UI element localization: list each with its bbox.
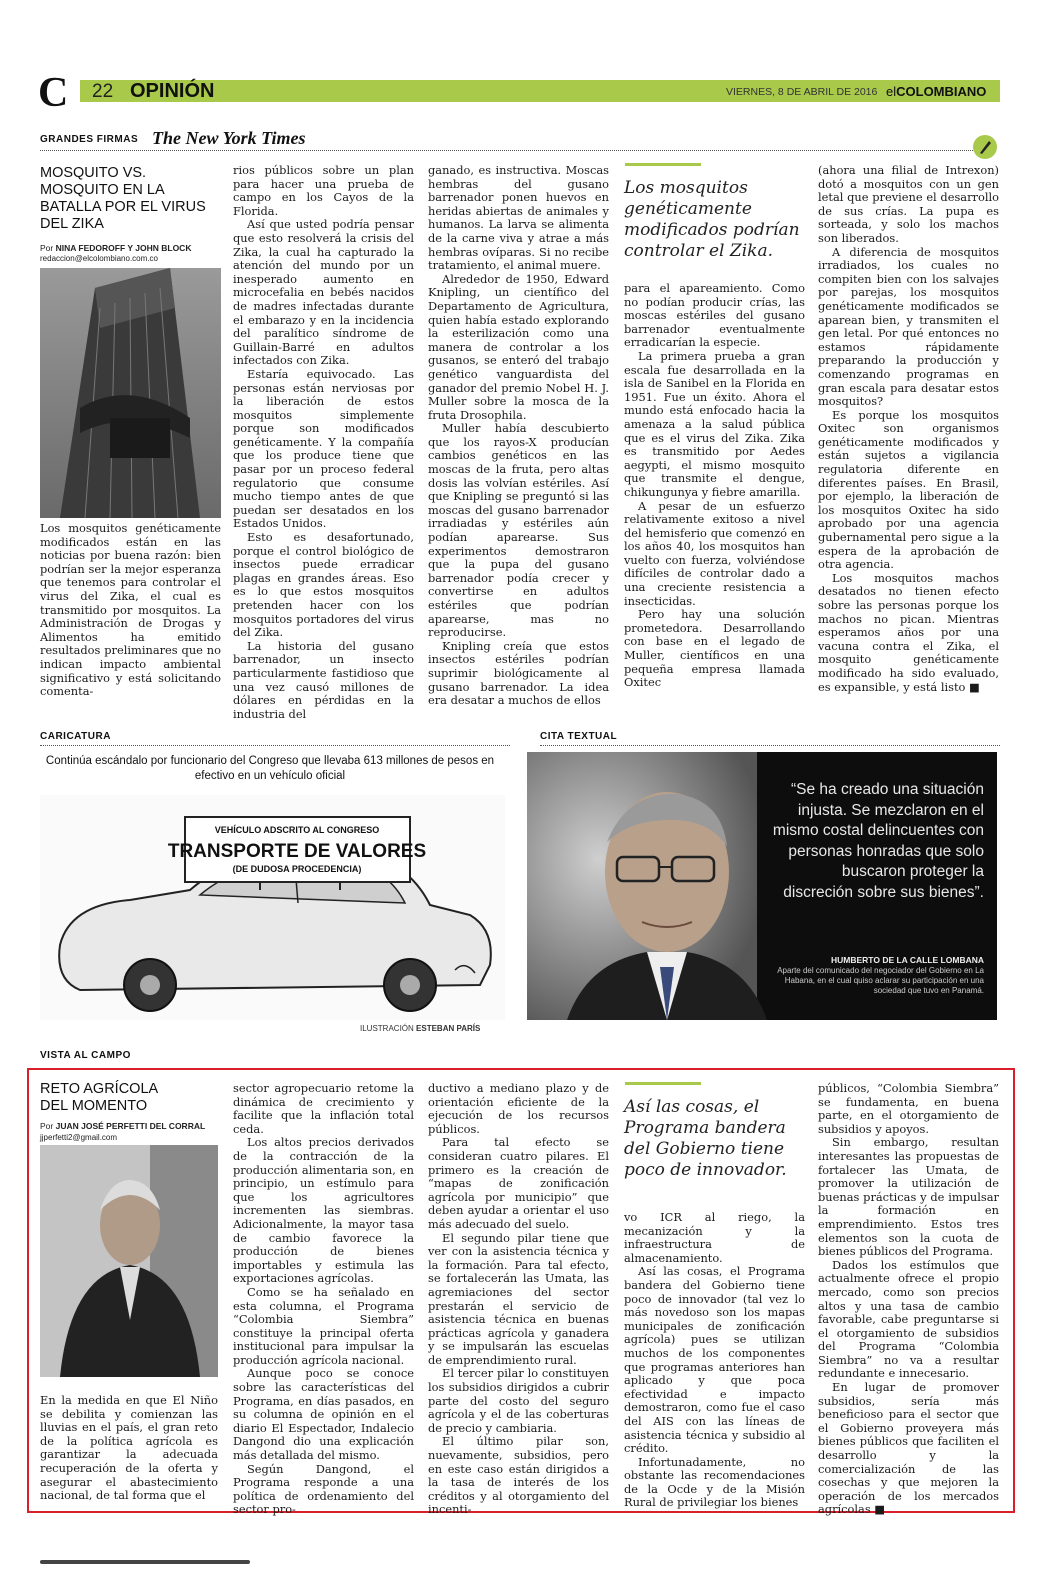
paragraph: Es porque los mosquitos Oxitec son organismos genéticamente modificados y están sujetos a vigilancia regulatoria diferente en diferentes países. En Brasil, por ejemplo, la liberación de los mosquitos Oxitec ha sido aprobado por una agencia gubernamental pero sigue a la espera de la aprobación de otra agencia. — [818, 407, 999, 572]
cartoon-illustration — [40, 795, 505, 1020]
partner-logo-nyt: The New York Times — [152, 128, 306, 148]
headline-line: MOSQUITO VS. — [40, 165, 147, 181]
pullquote-accent — [625, 1082, 701, 1085]
sign-main-text: TRANSPORTE DE VALORES — [167, 841, 427, 862]
section-divider — [40, 150, 975, 151]
paragraph: Los mosquitos genéticamente modificados están en las noticias por buena razón: bien podrían ser la mejor esperanza que tenemos para controlar el virus del Zika, el cual es transmitido por mosquitos. La Administración de Drogas y Alimentos ha emitido resultados preliminares que no indican impacto ambiental significativo y está solicitando comenta- — [40, 521, 221, 699]
quote-author: HUMBERTO DE LA CALLE LOMBANA — [831, 955, 984, 965]
headline-line: BATALLA POR EL VIRUS — [40, 199, 206, 215]
newspaper-logo-icon: C — [38, 70, 69, 116]
pen-icon — [972, 134, 998, 160]
headline-line: RETO AGRÍCOLA — [40, 1081, 159, 1097]
pullquote-accent — [625, 163, 701, 166]
page-bottom-mark — [40, 1560, 250, 1564]
paragraph: El tercer pilar lo constituyen los subsidios dirigidos a cubrir parte del costo del seguro agrícola y el de las coberturas de precio y cambiaria. — [428, 1366, 609, 1435]
article-column-2 — [233, 1082, 414, 1517]
byline-prefix: Por — [40, 1121, 54, 1131]
paragraph: La primera prueba a gran escala fue desarrollada en la isla de Sanibel en la Florida en 1951. Fue un éxito. Ahora el mundo está enfocado hacia la amenaza a la salud pública que es el virus del Zika. Zika es transmitido por Aedes aegypti, el mismo mosquito que transmite el dengue, chikungunya y fiebre amarilla. — [624, 348, 805, 499]
paragraph: Dados los estímulos que actualmente ofrece el propio mercado, como son precios altos y una tasa de cambio favorable, cabe preguntarse si el otorgamiento de subsidios del Programa “Colombia Siembra” no va a resultar redundante e innecesario. — [818, 1257, 999, 1381]
paragraph: Aunque poco se conoce sobre las características del Programa, en días pasados, en su columna de opinión en el diario El Espectador, Indalecio Dangond dio una explicación más detallada del mismo. — [233, 1366, 414, 1463]
column-label-grandes-firmas: GRANDES FIRMAS — [40, 134, 139, 145]
paragraph: Pero hay una solución prometedora. Desarrollando con base en el legado de Muller, científicos en una pequeña empresa llamada Oxitec — [624, 607, 805, 690]
paragraph: Estaría equivocado. Las personas están nerviosas por la liberación de estos mosquitos simplemente porque son modificados genéticamente. Y la compañía que los produce tiene que pasar por un proceso federal regulatorio que consume mucho tiempo antes de que puedan ser desatados en los Estados Unidos. — [233, 366, 414, 531]
byline-authors: NINA FEDOROFF Y JOHN BLOCK — [55, 243, 192, 253]
paragraph: El segundo pilar tiene que ver con la asistencia técnica y la formación. Para tal efecto, se fortalecerán las Umata, las agremiaciones del sector prestarán el servicio de asistencia técnica en buenas prácticas agrícola y ganadera y se impulsarán las escuelas de emprendimiento rural. — [428, 1230, 609, 1367]
paragraph: sector agropecuario retome la dinámica de crecimiento y facilite que la inflación total ceda. — [233, 1081, 414, 1136]
brand-name — [886, 84, 986, 99]
paragraph: Knipling creía que estos insectos estériles podrían suprimir biológicamente al gusano barrenador. La idea era desatar a muchos de ellos — [428, 638, 609, 708]
article-column-2 — [233, 164, 414, 721]
column-label-vista-al-campo: VISTA AL CAMPO — [40, 1050, 131, 1061]
paragraph: El último pilar son, nuevamente, subsidios, pero en este caso están dirigidos a la tasa de interés de los créditos y al otorgamiento del incenti- — [428, 1434, 609, 1517]
paragraph: (ahora una filial de Intrexon) dotó a mosquitos con un gen letal que previene el desarrollo de sus crías. La pupa es sorteada, y solo los machos son liberados. — [818, 163, 999, 245]
brand-prefix: el — [886, 84, 897, 99]
byline-author: JUAN JOSÉ PERFETTI DEL CORRAL — [55, 1121, 206, 1131]
paragraph: Según Dangond, el Programa responde a una política de ordenamiento del sector pro- — [233, 1461, 414, 1517]
section-divider — [540, 745, 1000, 746]
paragraph: públicos, “Colombia Siembra” se fundamenta, en buena parte, en el otorgamiento de subsidios y apoyos. — [818, 1081, 999, 1136]
paragraph: Los mosquitos machos desatados no tienen efecto sobre las personas porque los machos no pican. Mientras esperamos años por una vacuna contra el Zika, el mosquito genéticamente modificado ha sido evaluado, es expansible, y está listo ■ — [818, 570, 999, 694]
article-column-5 — [818, 164, 999, 694]
paragraph: para el apareamiento. Como no podían producir crías, las moscas estériles del gusano barrenador eventualmente erradicarían la especie. — [624, 281, 805, 350]
article-headline — [40, 1081, 220, 1115]
paragraph: Esto es desafortunado, porque el control biológico de insectos puede erradicar plagas en grandes áreas. Eso es lo que estos mosquitos pretenden hacer con los mosquitos portadores del virus del Zika. — [233, 530, 414, 640]
column-label-cita-textual: CITA TEXTUAL — [540, 731, 618, 742]
article-column-3 — [428, 1082, 609, 1517]
pull-quote: Así las cosas, el Programa bandera del Gobierno tiene poco de innovador. — [624, 1097, 787, 1180]
paragraph: Así que usted podría pensar que esto resolverá la crisis del Zika, la cual ha capturado la atención del mundo por un inesperado aumento en microcefalia en bebés nacidos de madres infectadas durante el embarazo y en la incidencia del paralítico síndrome de Guillain-Barré en adultos infectados con Zika. — [233, 217, 414, 368]
paragraph: A diferencia de mosquitos irradiados, los cuales no compiten bien con los salvajes por parejas, los mosquitos genéticamente modificados se aparean bien, y transmiten el gen letal. Por qué entonces no estamos rápidamente preparando la producción y comenzando programas en gran escala para desatar estos mosquitos? — [818, 244, 999, 409]
headline-line: MOSQUITO EN LA — [40, 182, 165, 198]
paragraph: ganado, es instructiva. Moscas hembras del gusano barrenador ponen huevos en heridas abiertas de animales y humanos. La larva se alimenta de la carne viva y atrae a más hembras ovíparas. Si no recibe tratamiento, el animal muere. — [428, 163, 609, 273]
byline-email: jjperfetti2@gmail.com — [40, 1133, 118, 1142]
paragraph: Para tal efecto se consideran cuatro pilares. El primero es la creación de “mapas de zonificación agrícola por municipio” que deben ayudar a orientar el uso más adecuado del suelo. — [428, 1135, 609, 1231]
article-column-1 — [40, 1394, 218, 1503]
paragraph: Infortunadamente, no obstante las recomendaciones de la Ocde y de la Misión Rural de privilegiar los bienes — [624, 1454, 805, 1510]
paragraph: En lugar de promover subsidios, sería más beneficioso para el sector que el Gobierno proveyera más bienes públicos que faciliten el desarrollo y la comercialización de las cosechas y que mejoren la operación de los mercados agrícolas ■ — [818, 1380, 999, 1517]
paragraph: Como se ha señalado en esta columna, el Programa “Colombia Siembra” constituye la principal oferta institucional para impulsar la producción agrícola nacional. — [233, 1284, 414, 1367]
headline-line: DEL MOMENTO — [40, 1098, 148, 1114]
sign-top-text: VEHÍCULO ADSCRITO AL CONGRESO — [214, 825, 380, 835]
building-photo — [40, 268, 221, 518]
byline-email: redaccion@elcolombiano.com.co — [40, 254, 158, 263]
article-headline — [40, 165, 220, 233]
quote-description: Aparte del comunicado del negociador del Gobierno en La Habana, en el cual quiso aclarar su participación en una sociedad que tuvo en Panamá. — [777, 966, 984, 995]
author-photo — [40, 1145, 218, 1377]
quote-text: “Se ha creado una situación injusta. Se mezclaron en el mismo costal delincuentes con personas honradas que solo buscaron proteger la discreción sobre sus bienes”. — [772, 781, 984, 901]
byline-prefix: Por — [40, 243, 54, 253]
brand-main: COLOMBIANO — [896, 84, 987, 99]
article-column-4 — [624, 282, 805, 690]
headline-line: DEL ZIKA — [40, 216, 104, 232]
cartoon-caption: Continúa escándalo por funcionario del Congreso que llevaba 613 millones de pesos en efectivo en un vehículo oficial — [45, 755, 495, 782]
article-column-4 — [624, 1211, 805, 1510]
paragraph: rios públicos sobre un plan para hacer una prueba de campo en los Cayos de la Florida. — [233, 163, 414, 218]
paragraph: Muller había descubierto que los rayos-X producían cambios genéticos en las moscas de la fruta, pero altas dosis las volvían estériles. Así que Knipling se preguntó si las moscas del gusano barrenador irradiadas y estériles aún podían aparearse. Sus experimentos demostraron que la pupa del gusano barrenador podía crecer y convertirse en adultos estériles que podrían aparearse, mas no reproducirse. — [428, 421, 609, 640]
paragraph: Así las cosas, el Programa bandera del Gobierno tiene poco de innovador (tal vez lo más novedoso son los mapas municipales de zonificación agrícola) pues se utilizan muchos de los componentes que programas anteriores han aplicado y que poca efectividad e impacto demostraron, como fue el caso del AIS con las líneas de asistencia técnica y subsidio al crédito. — [624, 1264, 805, 1456]
article-column-3 — [428, 164, 609, 708]
paragraph: En la medida en que El Niño se debilita y comienzan las lluvias en el país, el gran reto de la política agrícola es garantizar la adecuada recuperación de la oferta y asegurar el abastecimiento nacional, de tal forma que el — [40, 1393, 218, 1503]
pull-quote: Los mosquitos genéticamente modificados podrían controlar el Zika. — [624, 178, 800, 261]
paragraph: Alrededor de 1950, Edward Knipling, un científico del Departamento de Agricultura, quien había estado explorando la esterilización como una manera de controlar a los gusanos, se enteró del trabajo genético vanguardista del ganador del premio Nobel H. J. Muller sobre la mosca de la fruta Drosophila. — [428, 271, 609, 422]
article-column-5 — [818, 1082, 999, 1517]
issue-date: VIERNES, 8 DE ABRIL DE 2016 — [726, 86, 878, 98]
article-byline — [40, 1121, 225, 1131]
column-label-caricatura: CARICATURA — [40, 731, 111, 742]
paragraph: vo ICR al riego, la mecanización y la infraestructura de almacenamiento. — [624, 1210, 805, 1265]
page-number: 22 — [92, 81, 114, 102]
article-byline — [40, 243, 225, 253]
section-title: OPINIÓN — [130, 80, 215, 102]
credit-prefix: ILUSTRACIÓN — [360, 1024, 414, 1033]
paragraph: La historia del gusano barrenador, un insecto particularmente fastidioso que una vez causó millones de dólares en pérdidas en la industria del — [233, 638, 414, 721]
paragraph: A pesar de un esfuerzo relativamente exitoso a nivel del hemisferio que comenzó en los años 40, los mosquitos han vuelto con fuerza, volviéndose difíciles de controlar dado a una creciente resistencia a insecticidas. — [624, 498, 805, 608]
sign-bottom-text: (DE DUDOSA PROCEDENCIA) — [232, 864, 362, 874]
credit-name: ESTEBAN PARÍS — [416, 1024, 481, 1033]
article-column-1 — [40, 522, 221, 699]
section-divider — [40, 745, 510, 746]
cartoon-credit — [360, 1024, 480, 1033]
paragraph: Los altos precios derivados de la contracción de la producción alimentaria son, en principio, un estímulo para que los agricultores incrementen las siembras. Adicionalmente, la mayor tasa de cambio favorece la producción de bienes importables y estimula las exportaciones agrícolas. — [233, 1135, 414, 1286]
paragraph: Sin embargo, resultan interesantes las propuestas de fortalecer las Umata, de promover la utilización de buenas prácticas y de impulsar la formación en emprendimiento. Estos tres elementos son la cuota de bienes públicos del Programa. — [818, 1135, 999, 1259]
paragraph: ductivo a mediano plazo y de orientación eficiente de la ejecución de los recursos públicos. — [428, 1081, 609, 1136]
